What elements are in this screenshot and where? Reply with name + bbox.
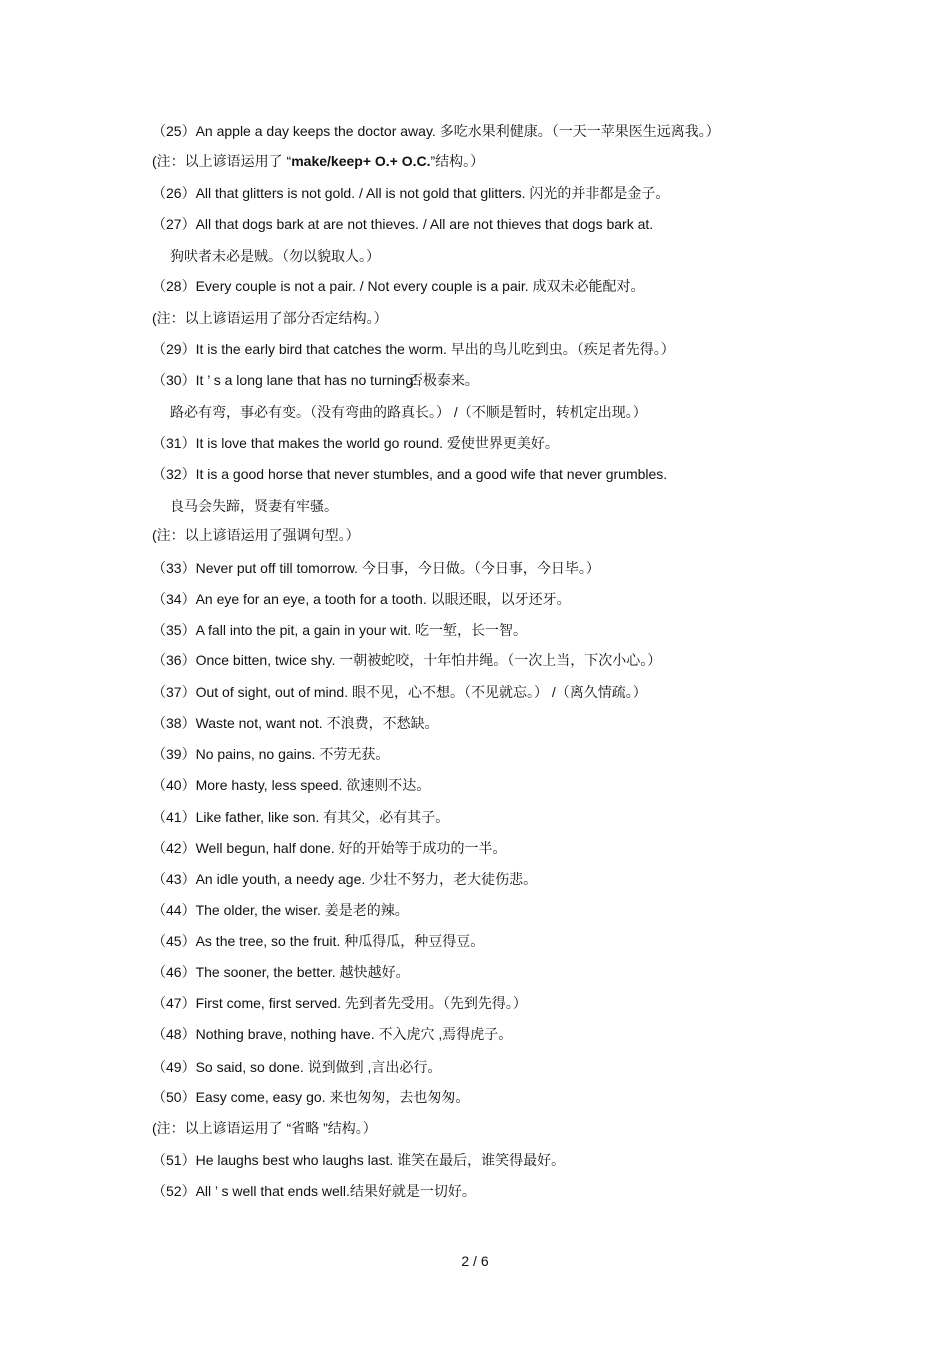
item-translation: 否极泰来。: [408, 372, 479, 388]
item-text: Like father, like son. 有其父，必有其子。: [195, 809, 450, 825]
note-line: [152, 526, 360, 544]
page-number: 2 / 6: [461, 1253, 489, 1269]
proverb-41: [152, 808, 449, 826]
item-text: It is the early bird that catches the worm. 早出的鸟儿吃到虫。（疾足者先得。）: [195, 341, 675, 357]
item-text: 狗吠者未必是贼。（勿以貌取人。）: [170, 248, 380, 264]
item-text: Nothing brave, nothing have. 不入虎穴 ,焉得虎子。: [195, 1026, 513, 1042]
proverb-30: [152, 371, 479, 389]
note-formula: make/keep+ O.+ O.C.: [291, 153, 431, 169]
item-text: The sooner, the better. 越快越好。: [195, 964, 410, 980]
item-text: Out of sight, out of mind. 眼不见，心不想。（不见就忘。） /（离久情疏。）: [195, 684, 647, 700]
item-number: （32）: [152, 466, 196, 482]
proverb-43: [152, 870, 537, 888]
item-number: （44）: [152, 902, 196, 918]
item-text: First come, first served. 先到者先受用。（先到先得。）: [195, 995, 527, 1011]
item-number: （28）: [152, 278, 196, 294]
proverb-46: [152, 963, 410, 981]
note-text: (注：以上谚语运用了 “: [152, 153, 292, 169]
item-number: （49）: [152, 1059, 196, 1075]
proverb-27: [152, 215, 653, 233]
item-text: All that glitters is not gold. / All is not gold that glitters. 闪光的并非都是金子。: [195, 185, 670, 201]
item-number: （36）: [152, 652, 196, 668]
item-text: Well begun, half done. 好的开始等于成功的一半。: [195, 840, 507, 856]
item-text: All that dogs bark at are not thieves. / All are not thieves that dogs bark at.: [195, 216, 654, 232]
item-text: It ’ s a long lane that has no turning.: [195, 372, 417, 388]
proverb-52: [152, 1182, 476, 1200]
item-number: （52）: [152, 1183, 196, 1199]
item-number: （30）: [152, 372, 196, 388]
item-text: No pains, no gains. 不劳无获。: [195, 746, 390, 762]
proverb-39: [152, 745, 389, 763]
proverb-50: [152, 1088, 469, 1106]
item-number: （38）: [152, 715, 196, 731]
proverb-51: [152, 1151, 565, 1169]
item-number: （48）: [152, 1026, 196, 1042]
item-text: So said, so done. 说到做到 ,言出必行。: [195, 1059, 442, 1075]
item-number: （39）: [152, 746, 196, 762]
item-number: （41）: [152, 809, 196, 825]
item-text: Every couple is not a pair. / Not every couple is a pair. 成双未必能配对。: [195, 278, 645, 294]
item-text: It is love that makes the world go round. 爱使世界更美好。: [195, 435, 559, 451]
note-text: (注：以上谚语运用了强调句型。）: [152, 527, 360, 543]
proverb-27-translation: [170, 247, 380, 265]
item-number: （37）: [152, 684, 196, 700]
item-text: 路必有弯，事必有变。（没有弯曲的路真长。） /（不顺是暂时，转机定出现。）: [170, 404, 647, 420]
item-text: Easy come, easy go. 来也匆匆，去也匆匆。: [195, 1089, 470, 1105]
proverb-38: [152, 714, 439, 732]
proverb-34: [152, 590, 571, 608]
item-text: An idle youth, a needy age. 少壮不努力，老大徒伤悲。: [195, 871, 538, 887]
item-text: Never put off till tomorrow. 今日事，今日做。（今日事，今日毕。）: [195, 560, 600, 576]
item-number: （46）: [152, 964, 196, 980]
note-text: (注：以上谚语运用了 “省略 ”结构。）: [152, 1120, 377, 1136]
proverb-32-translation: [170, 497, 338, 515]
item-text: He laughs best who laughs last. 谁笑在最后，谁笑得最好。: [195, 1152, 566, 1168]
proverb-37: [152, 683, 647, 701]
item-number: （26）: [152, 185, 196, 201]
proverb-31: [152, 434, 559, 452]
item-text: Once bitten, twice shy. 一朝被蛇咬，十年怕井绳。（一次上当，下次小心。）: [195, 652, 662, 668]
item-number: （33）: [152, 560, 196, 576]
proverb-44: [152, 901, 409, 919]
proverb-48: [152, 1025, 512, 1043]
proverb-32: [152, 465, 667, 483]
proverb-28: [152, 277, 645, 295]
item-text: An eye for an eye, a tooth for a tooth. 以眼还眼，以牙还牙。: [195, 591, 571, 607]
proverb-25: [152, 122, 720, 140]
item-text: More hasty, less speed. 欲速则不达。: [195, 777, 431, 793]
item-text: Waste not, want not. 不浪费，不愁缺。: [195, 715, 439, 731]
item-number: （34）: [152, 591, 196, 607]
item-number: （47）: [152, 995, 196, 1011]
proverb-33: [152, 559, 600, 577]
item-text: 良马会失蹄，贤妻有牢骚。: [170, 498, 338, 514]
item-number: （31）: [152, 435, 196, 451]
item-text: The older, the wiser. 姜是老的辣。: [195, 902, 409, 918]
proverb-29: [152, 340, 675, 358]
item-number: （43）: [152, 871, 196, 887]
item-number: （42）: [152, 840, 196, 856]
proverb-35: [152, 621, 527, 639]
proverb-49: [152, 1058, 441, 1076]
item-text: It is a good horse that never stumbles, and a good wife that never grumbles.: [195, 466, 668, 482]
proverb-30-translation: [170, 403, 647, 421]
item-number: （40）: [152, 777, 196, 793]
proverb-45: [152, 932, 484, 950]
item-number: （50）: [152, 1089, 196, 1105]
note-line: [152, 1119, 377, 1137]
proverb-47: [152, 994, 527, 1012]
item-number: （29）: [152, 341, 196, 357]
item-number: （35）: [152, 622, 196, 638]
item-number: （51）: [152, 1152, 196, 1168]
note-text: ”结构。）: [430, 153, 485, 169]
item-number: （27）: [152, 216, 196, 232]
item-number: （45）: [152, 933, 196, 949]
item-text: As the tree, so the fruit. 种瓜得瓜，种豆得豆。: [195, 933, 485, 949]
note-line: [152, 152, 484, 170]
item-text: All ’ s well that ends well.结果好就是一切好。: [195, 1183, 476, 1199]
item-number: （25）: [152, 123, 196, 139]
proverb-36: [152, 651, 661, 669]
proverb-26: [152, 184, 669, 202]
item-text: An apple a day keeps the doctor away. 多吃水果利健康。（一天一苹果医生远离我。）: [195, 123, 720, 139]
proverb-40: [152, 776, 430, 794]
proverb-42: [152, 839, 507, 857]
item-text: A fall into the pit, a gain in your wit. 吃一堑，长一智。: [195, 622, 528, 638]
note-text: (注：以上谚语运用了部分否定结构。）: [152, 310, 388, 326]
note-line: [152, 309, 388, 327]
